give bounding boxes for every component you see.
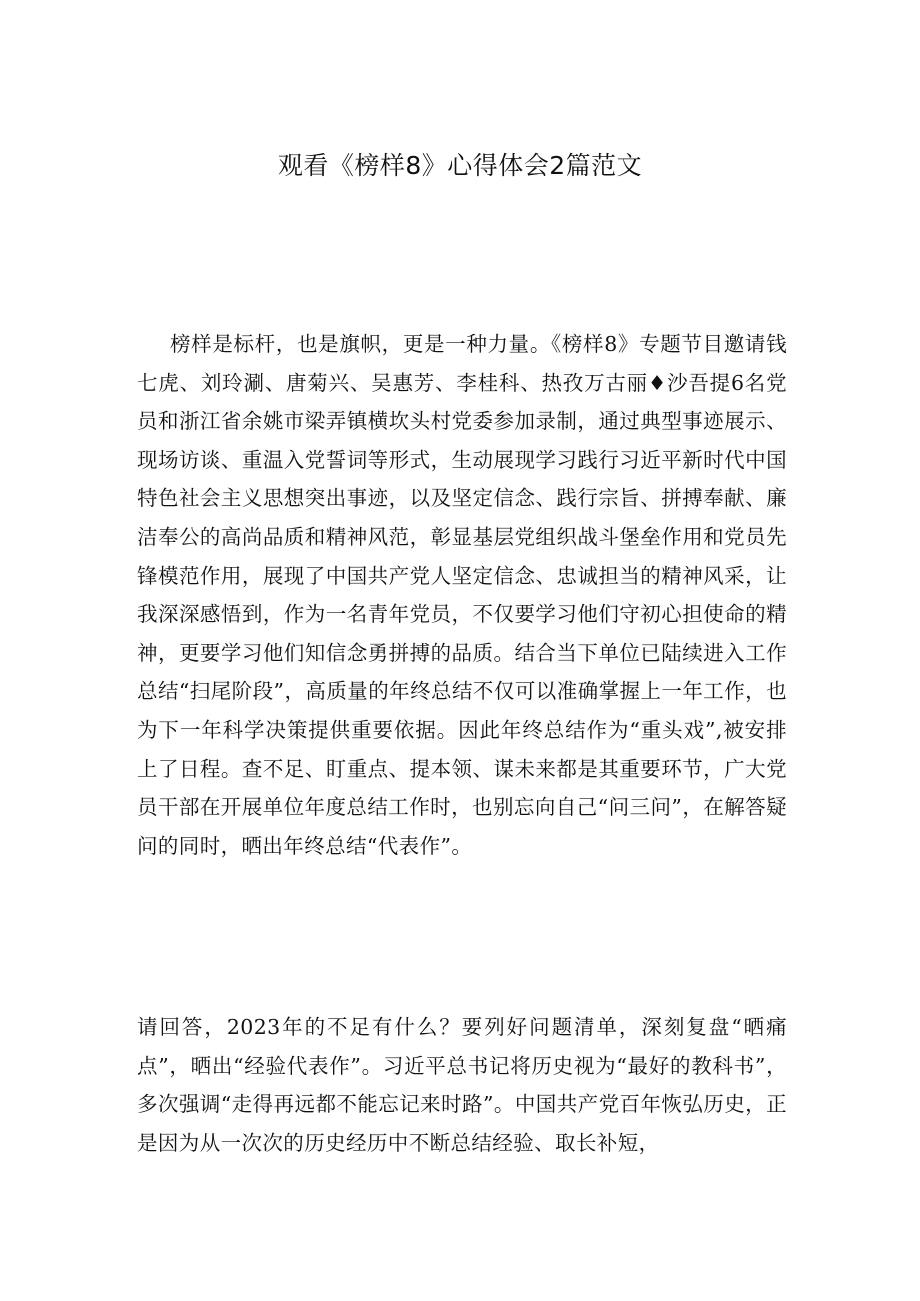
- paragraph-1: 榜样是标杆，也是旗帜，更是一种力量。《榜样8》专题节目邀请钱七虎、刘玲涮、唐菊兴、吴惠芳、李桂科、热孜万古丽♦沙吾提6名党员和浙江省余姚市梁弄镇横坎头村党委参加录制，通过典型事迹展示、现场访谈、重温入党誓词等形式，生动展现学习践行习近平新时代中国特色社会主义思想突出事迹，以及坚定信念、践行宗旨、拼搏奉献、廉洁奉公的高尚品质和精神风范，彰显基层党组织战斗堡垒作用和党员先锋模范作用，展现了中国共产党人坚定信念、忠诚担当的精神风采，让我深深感悟到，作为一名青年党员，不仅要学习他们守初心担使命的精神，更要学习他们知信念勇拼搏的品质。结合当下单位已陆续进入工作总结“扫尾阶段”，高质量的年终总结不仅可以准确掌握上一年工作，也为下一年科学决策提供重要依据。因此年终总结作为“重头戏”,被安排上了日程。查不足、盯重点、提本领、谋未来都是其重要环节，广大党员干部在开展单位年度总结工作时，也别忘向自己“问三问”，在解答疑问的同时，晒出年终总结“代表作”。: [137, 332, 787, 858]
- paragraph-2: 请回答，2023年的不足有什么？要列好问题清单，深刻复盘“晒痛点”，晒出“经验代表作”。习近平总书记将历史视为“最好的教科书”，多次强调“走得再远都不能忘记来时路”。中国共产党百年恢弘历史，正是因为从一次次的历史经历中不断总结经验、取长补短，: [137, 1015, 787, 1155]
- document-title: 观看《榜样8》心得体会2篇范文: [277, 151, 643, 180]
